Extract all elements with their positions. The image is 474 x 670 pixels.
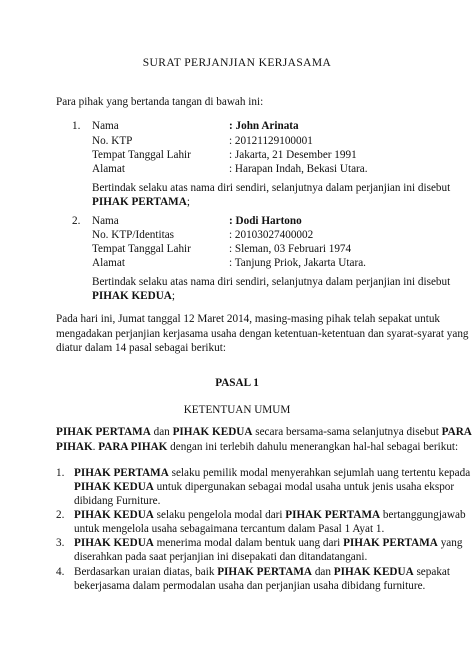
party-1-ktp-value: : 20121129100001 [229, 135, 313, 147]
pasal-para-t4: dengan ini terlebih dahulu menerangkan hal-hal sebagai berikut: [167, 441, 459, 453]
item-2-line-2: untuk mengelola usaha sebagaimana tercantum dalam Pasal 1 Ayat 1. [74, 523, 385, 535]
party-1-name-label: Nama [92, 120, 119, 132]
item-2-l1t: selaku pengelola modal dari [153, 509, 286, 521]
item-4-l1t2: dan [312, 566, 334, 578]
pasal-para-line-1 [56, 425, 472, 439]
party-2-name-value: : Dodi Hartono [229, 215, 302, 227]
opening-line-2: mengadakan perjanjian kerjasama usaha dengan ketentuan-ketentuan dan syarat-syarat yang [56, 328, 469, 340]
item-4-number: 4. [56, 566, 65, 578]
pasal-para-line-2 [56, 440, 458, 454]
item-2-line-1 [74, 508, 466, 522]
intro-text: Para pihak yang bertanda tangan di bawah ini: [56, 96, 264, 108]
item-3-line-1 [74, 536, 462, 550]
item-4-l1t3: sepakat [413, 566, 450, 578]
party-2-ktp-label: No. KTP/Identitas [92, 229, 175, 241]
party-1-act-line: Bertindak selaku atas nama diri sendiri, selanjutnya dalam perjanjian ini disebut [92, 182, 451, 194]
item-4-l1t: Berdasarkan uraian diatas, baik [74, 566, 218, 578]
party-1-ktp-label: No. KTP [92, 135, 133, 147]
party-2-act-line: Bertindak selaku atas nama diri sendiri, selanjutnya dalam perjanjian ini disebut [92, 276, 451, 288]
item-1-number: 1. [56, 467, 65, 479]
pasal-subheading: KETENTUAN UMUM [183, 404, 291, 416]
party-1-name-value: : John Arinata [229, 120, 299, 132]
item-4-line-1 [74, 565, 450, 579]
item-2-l1b2: PIHAK PERTAMA [285, 509, 381, 521]
item-4-l1b: PIHAK PERTAMA [217, 566, 313, 578]
party-1-designation-end: ; [186, 196, 190, 208]
party-1-number: 1. [72, 120, 81, 132]
pasal-para-b2: PIHAK KEDUA [172, 426, 253, 438]
party-2-designation [92, 289, 175, 303]
pasal-para-t3: . [92, 441, 99, 453]
item-1-l1t: selaku pemilik modal menyerahkan sejumlah uang tertentu kepada [168, 467, 471, 479]
pasal-para-b3: PARA [441, 426, 472, 438]
party-1-address-label: Alamat [92, 163, 125, 175]
item-4-l1b2: PIHAK KEDUA [333, 566, 414, 578]
item-1-l1b: PIHAK PERTAMA [74, 467, 169, 479]
pasal-para-b4: PIHAK [56, 441, 93, 453]
party-2-designation-bold: PIHAK KEDUA [92, 290, 172, 302]
item-1-l2b: PIHAK KEDUA [74, 481, 154, 493]
party-1-designation-bold: PIHAK PERTAMA [92, 196, 187, 208]
party-2-ktp-value: : 20103027400002 [229, 229, 314, 241]
item-3-number: 3. [56, 537, 65, 549]
item-2-number: 2. [56, 509, 65, 521]
party-2-birth-label: Tempat Tanggal Lahir [92, 243, 191, 255]
document-title: SURAT PERJANJIAN KERJASAMA [142, 57, 332, 69]
item-1-line-3: dibidang Furniture. [74, 495, 161, 507]
item-3-l1b: PIHAK KEDUA [74, 537, 154, 549]
pasal-para-t1: dan [150, 426, 173, 438]
party-2-address-label: Alamat [92, 257, 125, 269]
party-2-birth-value: : Sleman, 03 Februari 1974 [229, 243, 352, 255]
item-1-line-2 [74, 480, 454, 494]
pasal-para-b5: PARA PIHAK [98, 441, 168, 453]
pasal-heading: PASAL 1 [215, 377, 259, 389]
party-1-birth-value: : Jakarta, 21 Desember 1991 [229, 149, 357, 161]
pasal-para-t2: secara bersama-sama selanjutnya disebut [252, 426, 442, 438]
item-3-l1t2: yang [437, 537, 463, 549]
party-2-designation-end: ; [171, 290, 175, 302]
opening-line-3: diatur dalam 14 pasal sebagai berikut: [56, 342, 226, 354]
party-1-address-value: : Harapan Indah, Bekasi Utara. [229, 163, 368, 175]
item-3-l1t: menerima modal dalam bentuk uang dari [153, 537, 344, 549]
item-1-line-1 [74, 466, 470, 480]
party-1-birth-label: Tempat Tanggal Lahir [92, 149, 191, 161]
party-2-address-value: : Tanjung Priok, Jakarta Utara. [229, 257, 366, 269]
party-1-designation [92, 195, 190, 209]
item-3-l1b2: PIHAK PERTAMA [343, 537, 438, 549]
party-2-number: 2. [72, 215, 81, 227]
opening-line-1: Pada hari ini, Jumat tanggal 12 Maret 2014, masing-masing pihak telah sepakat untuk [56, 313, 441, 325]
item-4-line-2: bekerjasama dalam permodalan usaha dan perjanjian usaha dibidang furniture. [74, 580, 426, 592]
item-2-l1b: PIHAK KEDUA [74, 509, 154, 521]
item-2-l1t2: bertanggungjawab [380, 509, 466, 521]
party-2-name-label: Nama [92, 215, 119, 227]
item-1-l2t: untuk dipergunakan sebagai modal usaha untuk jenis usaha ekspor [153, 481, 455, 493]
item-3-line-2: diserahkan pada saat perjanjian ini disepakati dan ditandatangani. [74, 551, 368, 563]
pasal-para-b1: PIHAK PERTAMA [56, 426, 151, 438]
